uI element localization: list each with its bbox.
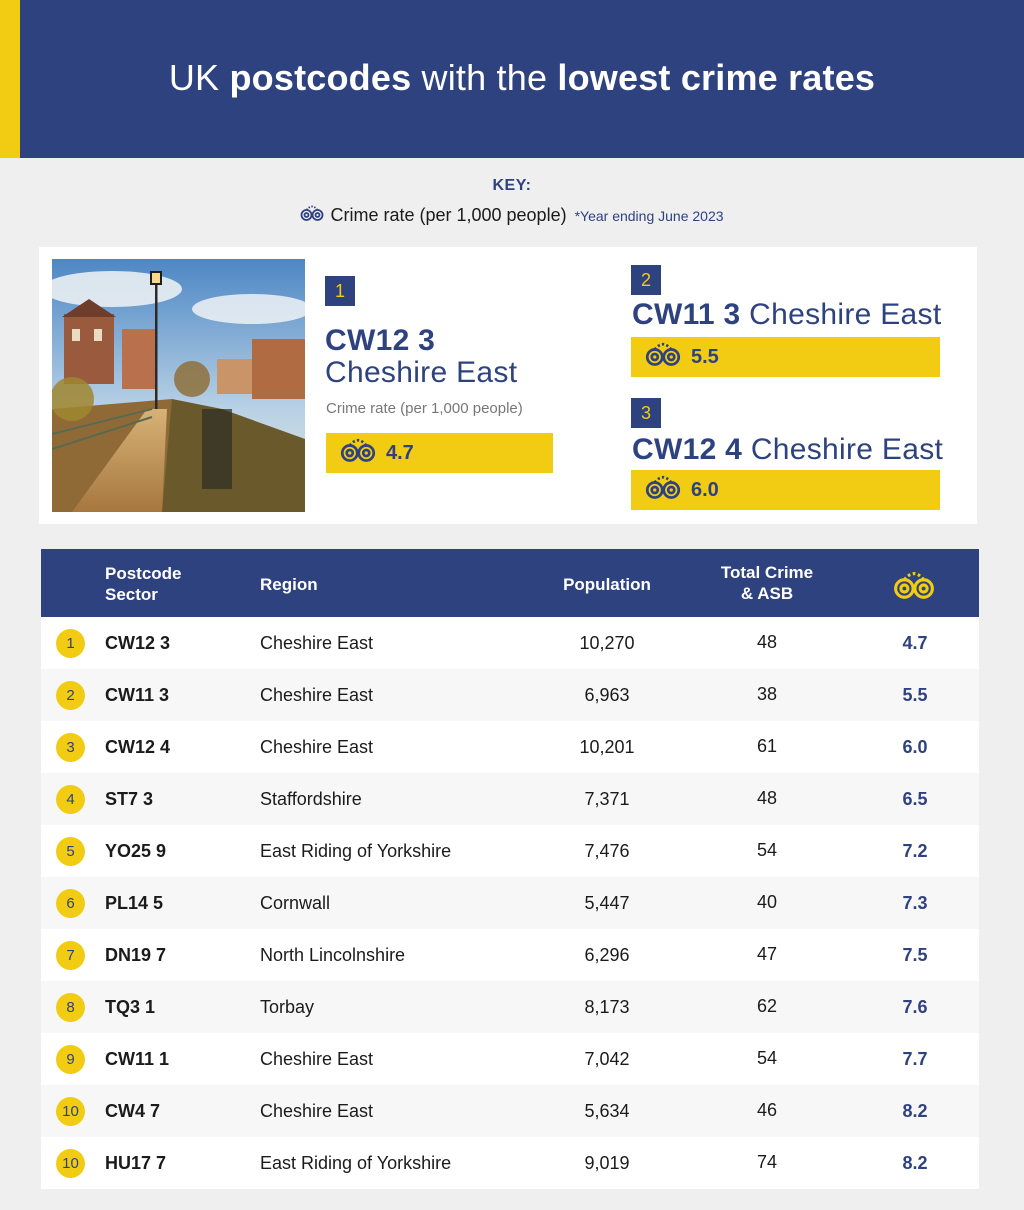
table-header [41,549,979,617]
podium-3-title: CW12 4 Cheshire East [632,433,944,466]
podium-2-title: CW11 3 Cheshire East [632,298,942,331]
key-legend [0,204,1024,227]
rank-badge-3: 3 [631,398,661,428]
rank-badge: 4 [56,785,85,814]
crime-rate-cell: 6.5 [902,789,928,809]
crime-rate-cell: 5.5 [902,685,928,705]
population-cell: 7,371 [584,789,630,809]
total-crime-cell: 54 [756,840,778,860]
rank-badge-2: 2 [631,265,661,295]
rank-badge: 6 [56,889,85,918]
postcode-cell: ST7 3 [105,789,154,809]
crime-rate-cell: 7.3 [902,893,928,913]
total-crime-cell: 38 [756,684,778,704]
region-cell: Cornwall [260,893,331,913]
rank-badge: 5 [56,837,85,866]
crime-rate-cell: 6.0 [902,737,928,757]
table-row [41,721,979,773]
postcode-cell: CW11 1 [105,1049,170,1069]
population-cell: 6,296 [584,945,630,965]
region-cell: Torbay [260,997,315,1017]
top-three-panel [39,247,977,524]
postcode-cell: CW12 3 [105,633,171,653]
population-cell: 5,634 [584,1101,630,1121]
crime-rate-cell: 4.7 [902,633,928,653]
population-cell: 7,042 [584,1049,630,1069]
population-cell: 10,201 [579,737,635,757]
total-crime-cell: 74 [756,1152,778,1172]
header-region: Region [260,575,318,594]
region-cell: Staffordshire [260,789,362,809]
total-crime-cell: 40 [756,892,778,912]
postcode-cell: HU17 7 [105,1153,167,1173]
table-row [41,825,979,877]
handcuffs-icon [645,473,681,507]
podium-1-postcode: CW12 3 [325,324,436,357]
population-cell: 5,447 [584,893,630,913]
postcode-cell: CW12 4 [105,737,171,757]
rank-badge: 3 [56,733,85,762]
crime-rate-cell: 7.7 [902,1049,928,1069]
podium-3-rate-bar [631,470,940,510]
podium-1-rate: 4.7 [386,441,414,464]
rank-badge: 8 [56,993,85,1022]
handcuffs-icon [340,436,376,470]
region-cell: Cheshire East [260,737,374,757]
postcode-cell: CW11 3 [105,685,170,705]
handcuffs-icon [300,204,324,227]
rank-badge: 7 [56,941,85,970]
key-note: *Year ending June 2023 [574,207,724,224]
podium-1-rate-bar [326,433,553,473]
header-postcode: Postcode Sector [105,564,182,604]
postcode-cell: YO25 9 [105,841,167,861]
population-cell: 7,476 [584,841,630,861]
crime-rate-cell: 7.5 [902,945,928,965]
total-crime-cell: 47 [756,944,778,964]
rank-badge: 10 [56,1149,85,1178]
podium-1-subtitle: Crime rate (per 1,000 people) [326,400,523,417]
region-cell: North Lincolnshire [260,945,406,965]
table-row [41,877,979,929]
podium-2-rate-bar [631,337,940,377]
total-crime-cell: 48 [756,632,778,652]
crime-rate-cell: 7.6 [902,997,928,1017]
table-body [41,617,979,1189]
rank-badge: 9 [56,1045,85,1074]
rank-badge: 2 [56,681,85,710]
region-cell: Cheshire East [260,685,374,705]
header-banner [0,0,1024,158]
total-crime-cell: 46 [756,1100,778,1120]
table-row [41,1033,979,1085]
population-cell: 9,019 [584,1153,630,1173]
key-title: KEY: [492,177,532,194]
table-row [41,773,979,825]
total-crime-cell: 48 [756,788,778,808]
crime-rate-cell: 7.2 [902,841,928,861]
rank-badge-1: 1 [325,276,355,306]
table-row [41,1085,979,1137]
crime-rate-cell: 8.2 [902,1153,928,1173]
header-total-crime: Total Crime & ASB [720,563,814,603]
total-crime-cell: 61 [756,736,778,756]
population-cell: 8,173 [584,997,630,1017]
town-photo [52,259,305,512]
postcode-cell: CW4 7 [105,1101,161,1121]
region-cell: Cheshire East [260,633,374,653]
podium-2-rate: 5.5 [691,345,719,368]
handcuffs-icon [893,569,935,606]
key-label: Crime rate (per 1,000 people) [330,205,567,225]
table-row [41,981,979,1033]
table-row [41,1137,979,1189]
podium-3-rate: 6.0 [691,478,719,501]
total-crime-cell: 54 [756,1048,778,1068]
crime-rate-cell: 8.2 [902,1101,928,1121]
population-cell: 10,270 [579,633,635,653]
postcode-cell: TQ3 1 [105,997,156,1017]
table-row [41,929,979,981]
crime-table [41,549,979,1189]
handcuffs-icon [645,340,681,374]
postcode-cell: PL14 5 [105,893,164,913]
rank-badge: 1 [56,629,85,658]
podium-1-region: Cheshire East [325,356,518,389]
region-cell: East Riding of Yorkshire [260,841,452,861]
total-crime-cell: 62 [756,996,778,1016]
region-cell: Cheshire East [260,1101,374,1121]
page-title: UK postcodes with the lowest crime rates [168,57,876,98]
rank-badge: 10 [56,1097,85,1126]
region-cell: Cheshire East [260,1049,374,1069]
header-population: Population [563,575,651,594]
postcode-cell: DN19 7 [105,945,167,965]
table-row [41,669,979,721]
region-cell: East Riding of Yorkshire [260,1153,452,1173]
table-row [41,617,979,669]
accent-stripe [0,0,20,158]
population-cell: 6,963 [584,685,630,705]
